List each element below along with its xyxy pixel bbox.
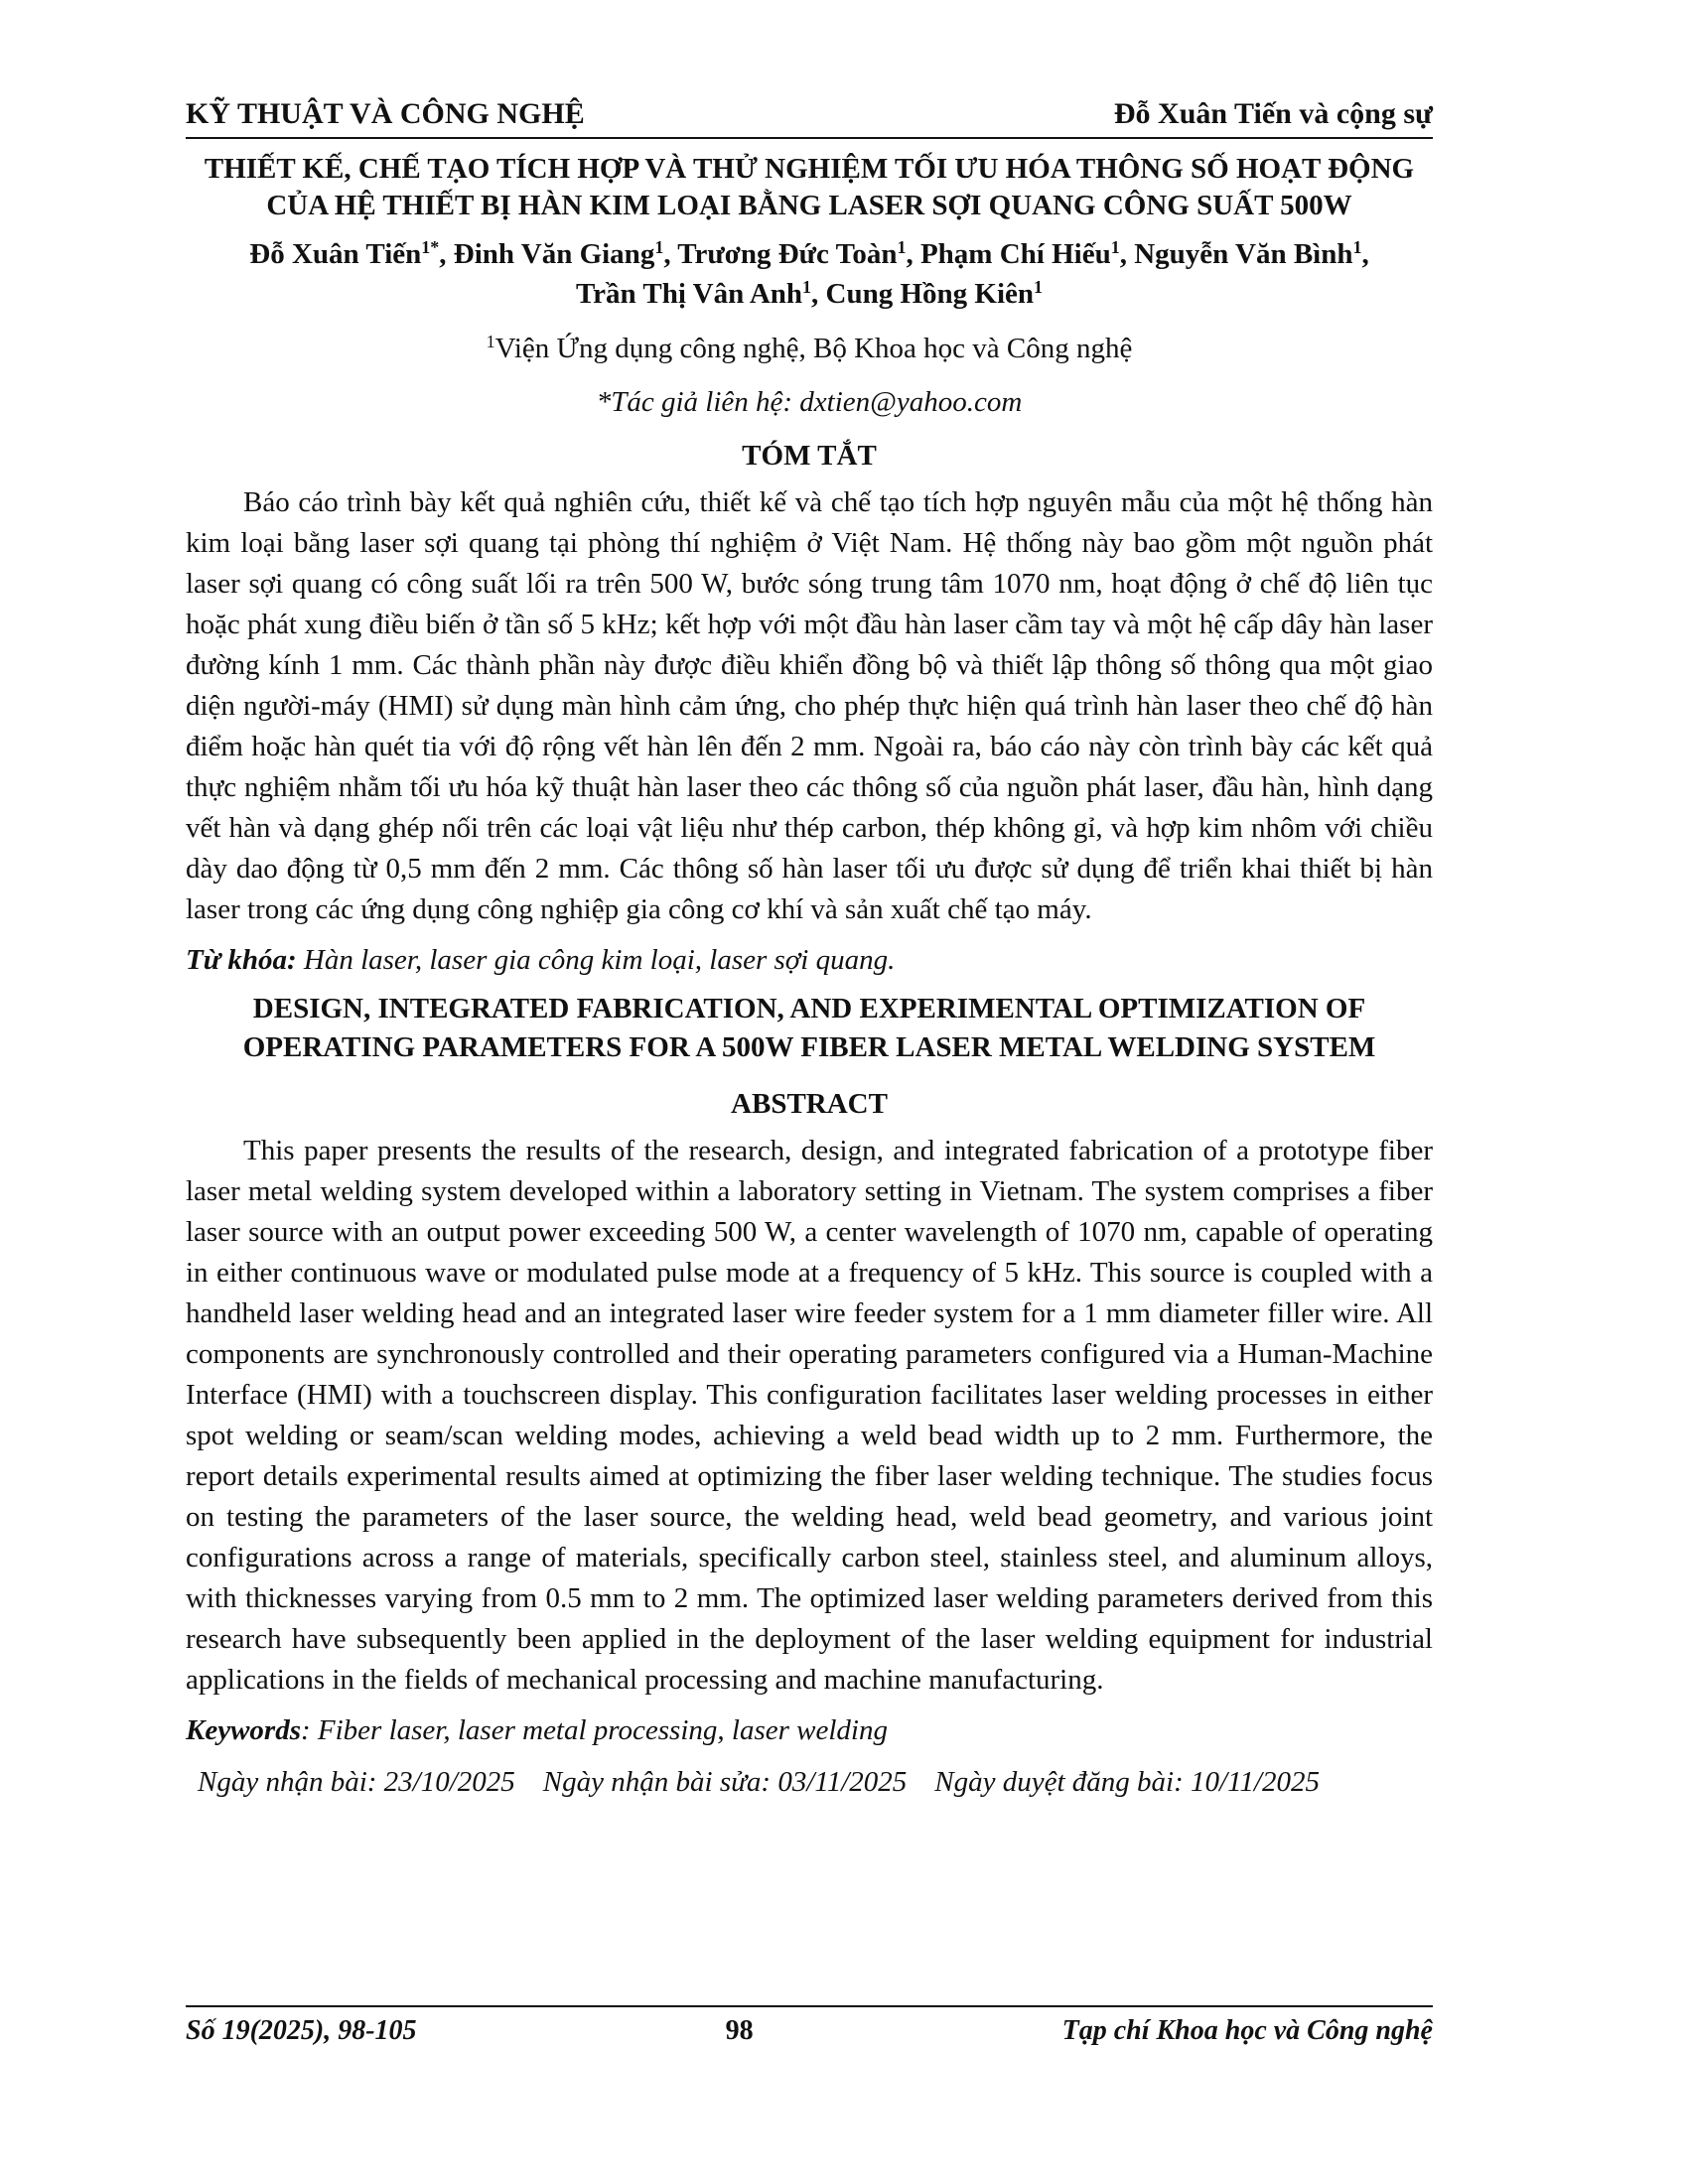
author: Trương Đức Toàn$^1$ [677, 237, 907, 270]
author: Cung Hồng Kiên$^1$ [825, 277, 1044, 310]
keywords-en: Keywords: Fiber laser, laser metal processing, laser welding [186, 1714, 888, 1746]
date-accepted: Ngày duyệt đăng bài: 10/11/2025 [934, 1766, 1320, 1798]
paper-title-vi: THIẾT KẾ, CHẾ TẠO TÍCH HỢP VÀ THỬ NGHIỆM TỐI ƯU HÓA THÔNG SỐ HOẠT ĐỘNG CỦA HỆ THIẾT BỊ HÀN KIM LOẠI BẰNG LASER SỢI QUANG CÔNG SUẤT 500W [204, 153, 1415, 221]
author: Nguyễn Văn Bình$^1$ [1134, 237, 1362, 270]
abstract-en-text: This paper presents the results of the research, design, and integrated fabrication of a prototype fiber laser metal welding system developed within a laboratory setting in Vietnam. The system comprises a fiber laser source with an output power exceeding 500 W, a center wavelength of 1070 nm, capable of operating in either continuous wave or modulated pulse mode at a frequency of 5 kHz. This source is coupled with a handheld laser welding head and an integrated laser wire feeder system for a 1 mm diameter filler wire. All components are synchronously controlled and their operating parameters configured via a Human-Machine Interface (HMI) with a touchscreen display. This configuration facilitates laser welding processes in either spot welding or seam/scan welding modes, achieving a weld bead width up to 2 mm. Furthermore, the report details experimental results aimed at optimizing the fiber laser welding technique. The studies focus on testing the parameters of the laser source, the welding head, weld bead geometry, and various joint configurations across a range of materials, specifically carbon steel, stainless steel, and aluminum alloys, with thicknesses varying from 0.5 mm to 2 mm. The optimized laser welding parameters derived from this research have subsequently been applied in the deployment of the laser welding equipment for industrial applications in the fields of mechanical processing and machine manufacturing. [186, 1135, 1433, 1696]
date-revised: Ngày nhận bài sửa: 03/11/2025 [542, 1766, 908, 1798]
author-list: Đỗ Xuân Tiến$^{1*}$, Đinh Văn Giang$^1$, Trương Đức Toàn$^1$, Phạm Chí Hiếu$^1$, Nguyễn Văn Bình$^1$, Trần Thị Vân Anh$^1$, Cung Hồng Kiên$^1$ [249, 237, 1369, 310]
abstract-en-heading: ABSTRACT [731, 1088, 888, 1120]
abstract-vi-heading: TÓM TẮT [742, 440, 877, 472]
paper-title-en: DESIGN, INTEGRATED FABRICATION, AND EXPERIMENTAL OPTIMIZATION OF OPERATING PARAMETERS FOR A 500W FIBER LASER METAL WELDING SYSTEM [242, 993, 1376, 1063]
corresponding-author: *Tác giả liên hệ: dxtien@yahoo.com [596, 386, 1023, 418]
submission-dates [186, 1764, 1433, 1800]
journal-section: KỸ THUẬT VÀ CÔNG NGHỆ [186, 97, 585, 130]
page-footer [186, 2005, 1433, 2047]
author: Đinh Văn Giang$^1$ [453, 237, 664, 270]
author: Phạm Chí Hiếu$^1$ [919, 237, 1120, 270]
affiliation: $^1$Viện Ứng dụng công nghệ, Bộ Khoa học và Công nghệ [486, 332, 1133, 364]
header-authors: Đỗ Xuân Tiến và cộng sự [1113, 97, 1433, 130]
running-header [186, 95, 1433, 139]
keywords-vi: Từ khóa: Hàn laser, laser gia công kim loại, laser sợi quang. [186, 944, 896, 976]
paper-page [186, 95, 1433, 1800]
author: Đỗ Xuân Tiến$^{1*}$ [249, 237, 440, 270]
author: Trần Thị Vân Anh$^1$ [575, 277, 812, 310]
abstract-vi-text: Báo cáo trình bày kết quả nghiên cứu, thiết kế và chế tạo tích hợp nguyên mẫu của một hệ thống hàn kim loại bằng laser sợi quang tại phòng thí nghiệm ở Việt Nam. Hệ thống này bao gồm một nguồn phát laser sợi quang có công suất lối ra trên 500 W, bước sóng trung tâm 1070 nm, hoạt động ở chế độ liên tục hoặc phát xung điều biến ở tần số 5 kHz; kết hợp với một đầu hàn laser cầm tay và một hệ cấp dây hàn laser đường kính 1 mm. Các thành phần này được điều khiển đồng bộ và thiết lập thông số thông qua một giao diện người-máy (HMI) sử dụng màn hình cảm ứng, cho phép thực hiện quá trình hàn laser theo chế độ hàn điểm hoặc hàn quét tia với độ rộng vết hàn lên đến 2 mm. Ngoài ra, báo cáo này còn trình bày các kết quả thực nghiệm nhằm tối ưu hóa kỹ thuật hàn laser theo các thông số của nguồn phát laser, đầu hàn, hình dạng vết hàn và dạng ghép nối trên các loại vật liệu như thép carbon, thép không gỉ, và hợp kim nhôm với chiều dày dao động từ 0,5 mm đến 2 mm. Các thông số hàn laser tối ưu được sử dụng để triển khai thiết bị hàn laser trong các ứng dụng công nghiệp gia công cơ khí và sản xuất chế tạo máy. [186, 486, 1433, 925]
issue-info: Số 19(2025), 98-105 [186, 2015, 417, 2046]
date-received: Ngày nhận bài: 23/10/2025 [198, 1766, 515, 1798]
page-number: 98 [725, 2015, 754, 2046]
journal-name: Tạp chí Khoa học và Công nghệ [1061, 2015, 1433, 2046]
